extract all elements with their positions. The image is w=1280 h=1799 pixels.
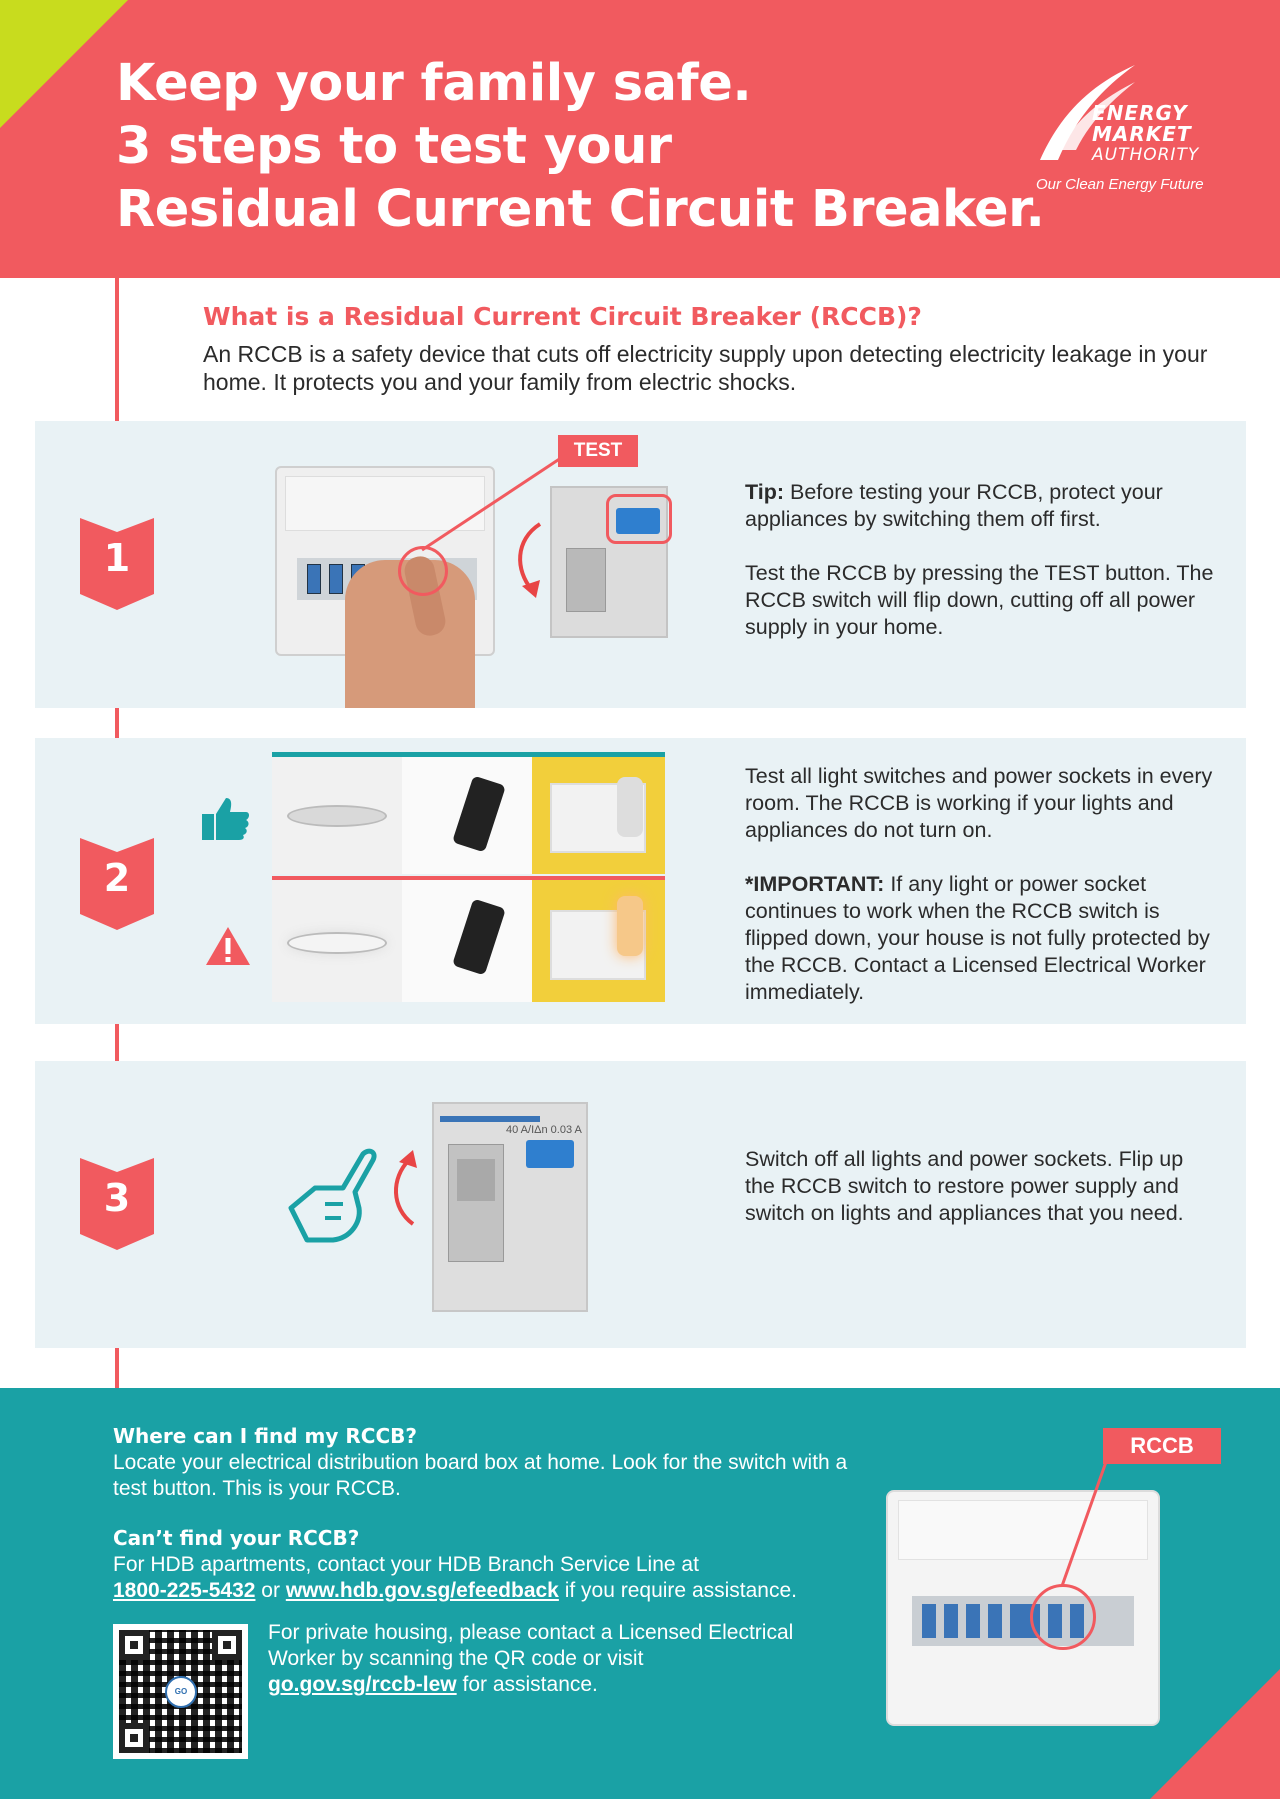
phone-icon	[452, 775, 506, 852]
test-tag: TEST	[558, 435, 638, 467]
step-1-text	[745, 479, 1215, 668]
step-2-body: Test all light switches and power sockets in every room. The RCCB is working if your lights and appliances do not turn on.	[745, 764, 1213, 842]
title-line-1: Keep your family safe.	[116, 54, 752, 113]
up-arrow-icon	[385, 1148, 425, 1228]
or-text: or	[255, 1579, 286, 1602]
qr-finder	[119, 1630, 149, 1660]
phone-charging-on	[402, 880, 532, 1002]
test-button-highlight	[606, 494, 672, 544]
find-rccb-body: Locate your electrical distribution board box at home. Look for the switch with a test button. This is your RCCB.	[113, 1451, 848, 1500]
step-2-number: 2	[103, 856, 131, 900]
ema-logo	[1030, 60, 1250, 200]
distribution-board-image	[886, 1490, 1160, 1726]
important-label: *IMPORTANT:	[745, 872, 885, 896]
rccb-label-bar	[440, 1116, 540, 1122]
gogov-badge: GO	[165, 1676, 197, 1708]
cant-find-body	[113, 1552, 873, 1604]
footer-corner-accent	[1150, 1669, 1280, 1799]
lamp-lit-icon	[287, 932, 387, 954]
breaker-switch	[329, 564, 343, 594]
phone-charging-off	[402, 757, 532, 874]
hdb-text: For HDB apartments, contact your HDB Branch Service Line at	[113, 1553, 699, 1576]
down-arrow-icon	[510, 520, 550, 600]
hdb-feedback-link[interactable]: www.hdb.gov.sg/efeedback	[285, 1579, 559, 1602]
lew-assist-text: for assistance.	[456, 1673, 598, 1696]
test-button	[526, 1140, 574, 1168]
logo-text-energy: ENERGY	[1092, 101, 1188, 125]
rccb-rating-label: 40 A/IΔn 0.03 A	[506, 1124, 582, 1136]
step-3-text	[745, 1146, 1215, 1254]
tip-text: Before testing your RCCB, protect your appliances by switching them off first.	[745, 480, 1163, 531]
qr-code[interactable]	[113, 1624, 248, 1759]
socket-on	[532, 880, 665, 1002]
header-banner	[0, 0, 1280, 278]
phone-icon	[452, 898, 506, 975]
nightlight-icon	[617, 777, 643, 837]
step-1-badge	[80, 518, 154, 610]
nightlight-lit-icon	[617, 896, 643, 956]
rccb-highlight-circle	[1030, 1584, 1096, 1650]
hdb-assist-text: if you require assistance.	[558, 1579, 797, 1602]
breaker-switch	[988, 1604, 1002, 1638]
page-title	[116, 52, 1044, 241]
step-3-badge	[80, 1158, 154, 1250]
cant-find-heading: Can’t find your RCCB?	[113, 1526, 360, 1550]
appliances-on-strip	[272, 880, 665, 1002]
rccb-tag: RCCB	[1103, 1428, 1221, 1464]
callout-line	[1056, 1460, 1116, 1590]
socket-off	[532, 757, 665, 874]
appliances-off-strip	[272, 752, 665, 874]
step-2-text	[745, 763, 1215, 1033]
step-1-body: Test the RCCB by pressing the TEST button. The RCCB switch will flip down, cutting off all power supply in your home.	[745, 561, 1214, 639]
find-rccb-heading: Where can I find my RCCB?	[113, 1424, 417, 1448]
rccb-toggle	[566, 548, 606, 612]
logo-text-market: MARKET	[1092, 122, 1192, 146]
logo-text-authority: AUTHORITY	[1092, 145, 1200, 165]
corner-accent	[0, 0, 128, 128]
step-1-number: 1	[103, 536, 131, 580]
appliance-test-image	[272, 752, 665, 1010]
pointing-hand-icon	[285, 1148, 385, 1246]
footer	[0, 1388, 1280, 1799]
private-text: For private housing, please contact a Licensed Electrical Worker by scanning the QR code or visit	[268, 1621, 794, 1670]
lamp-icon	[287, 805, 387, 827]
intro-body: An RCCB is a safety device that cuts off electricity supply upon detecting electricity leakage in your home. It protects you and your family from electric shocks.	[203, 341, 1208, 395]
qr-finder	[212, 1630, 242, 1660]
step-3-number: 3	[103, 1176, 131, 1220]
rccb-toggle	[448, 1144, 504, 1262]
private-housing-body	[268, 1620, 828, 1698]
thumbs-up-icon	[202, 796, 250, 842]
hdb-phone-link[interactable]: 1800-225-5432	[113, 1579, 256, 1602]
logo-tagline: Our Clean Energy Future	[1036, 176, 1204, 193]
ceiling-light-on	[272, 880, 402, 1002]
breaker-switch	[307, 564, 321, 594]
step-3-body: Switch off all lights and power sockets. Flip up the RCCB switch to restore power supply and switch on lights and appliances that you need.	[745, 1147, 1184, 1225]
qr-finder	[119, 1723, 149, 1753]
breaker-switch	[966, 1604, 980, 1638]
ceiling-light-off	[272, 757, 402, 874]
step-2-badge	[80, 838, 154, 930]
breaker-switch	[922, 1604, 936, 1638]
toggle-lever	[457, 1159, 495, 1201]
title-line-3: Residual Current Circuit Breaker.	[116, 180, 1045, 239]
important-text: If any light or power socket continues to work when the RCCB switch is flipped down, your house is not fully protected by the RCCB. Contact a Licensed Electrical Worker immediately.	[745, 872, 1210, 1004]
tip-label: Tip:	[745, 480, 785, 504]
intro-heading: What is a Residual Current Circuit Breaker (RCCB)?	[203, 302, 922, 331]
title-line-2: 3 steps to test your	[116, 117, 672, 176]
warning-icon	[204, 925, 252, 967]
breaker-switch	[944, 1604, 958, 1638]
lew-link[interactable]: go.gov.sg/rccb-lew	[268, 1673, 457, 1696]
rccb-device-image	[432, 1102, 588, 1312]
